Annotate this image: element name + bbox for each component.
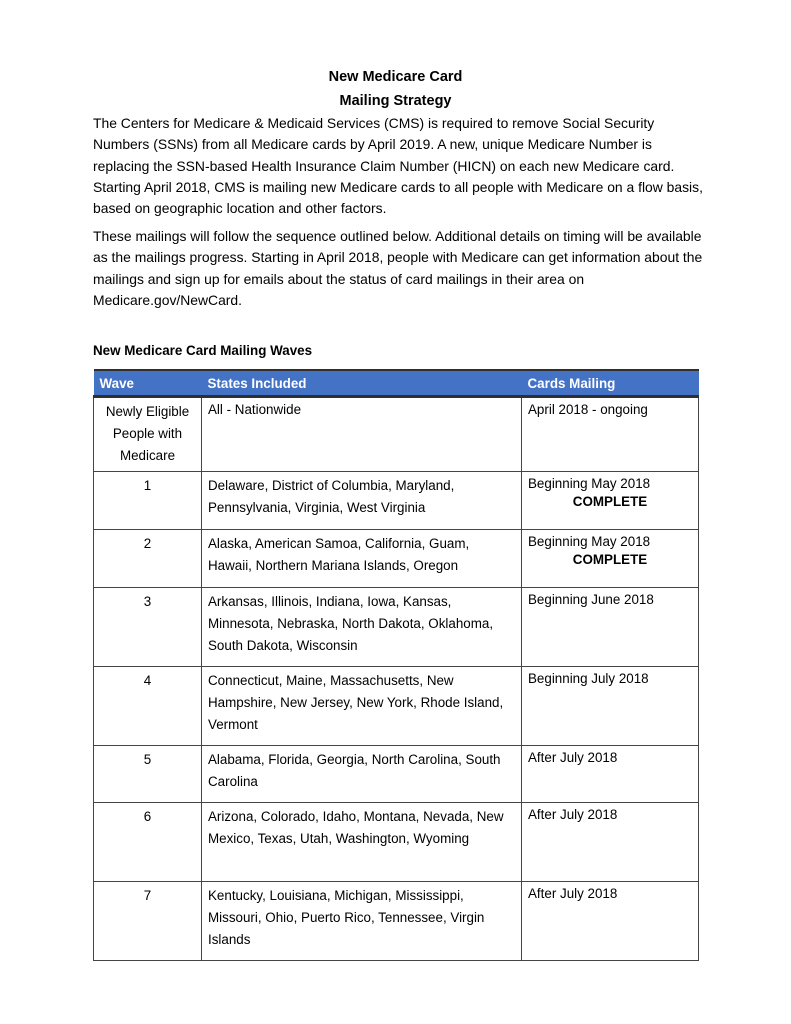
states-cell: Delaware, District of Columbia, Maryland, Pennsylvania, Virginia, West Virginia [202,472,522,530]
states-cell: Connecticut, Maine, Massachusetts, New Hampshire, New Jersey, New York, Rhode Island, Vermont [202,667,522,746]
table-header-row [94,370,699,397]
table-row [94,667,699,746]
states-cell: Arizona, Colorado, Idaho, Montana, Nevada, New Mexico, Texas, Utah, Washington, Wyoming [202,803,522,882]
table-row [94,882,699,961]
status-complete: COMPLETE [572,494,648,509]
cards-date: Beginning May 2018 [528,534,651,549]
header-cards: Cards Mailing [522,370,699,397]
cards-date: April 2018 - ongoing [528,402,648,417]
table-row [94,803,699,882]
states-cell: Alaska, American Samoa, California, Guam, Hawaii, Northern Mariana Islands, Oregon [202,530,522,588]
cards-date: Beginning May 2018 [528,476,651,491]
cards-date: Beginning June 2018 [528,592,654,607]
wave-cell: 3 [94,588,202,667]
cards-cell [522,397,699,472]
cards-cell [522,530,699,588]
states-cell: Alabama, Florida, Georgia, North Carolina, South Carolina [202,746,522,803]
header-states: States Included [202,370,522,397]
intro-paragraph: The Centers for Medicare & Medicaid Services (CMS) is required to remove Social Security Numbers (SSNs) from all Medicare cards by April 2019. A new, unique Medicare Number is replacing the SSN-based Health Insurance Claim Number (HICN) on each new Medicare card. Starting April 2018, CMS is mailing new Medicare cards to all people with Medicare on a flow basis, based on geographic location and other factors. [93,115,703,217]
wave-cell: 4 [94,667,202,746]
wave-cell: 7 [94,882,202,961]
wave-cell: 2 [94,530,202,588]
cards-date: After July 2018 [528,750,618,765]
document-title: New Medicare Card [328,69,463,85]
states-cell: All - Nationwide [202,397,522,472]
wave-cell: 5 [94,746,202,803]
cards-cell [522,667,699,746]
cards-cell [522,472,699,530]
header-wave: Wave [94,370,202,397]
table-row [94,746,699,803]
status-complete: COMPLETE [572,552,648,567]
wave-cell: 1 [94,472,202,530]
table-row [94,397,699,472]
document-subtitle: Mailing Strategy [339,93,452,109]
states-cell: Arkansas, Illinois, Indiana, Iowa, Kansas, Minnesota, Nebraska, North Dakota, Oklahoma, South Dakota, Wisconsin [202,588,522,667]
cards-cell [522,803,699,882]
cards-date: After July 2018 [528,807,618,822]
wave-cell: 6 [94,803,202,882]
wave-cell: Newly Eligible People with Medicare [94,397,202,472]
table-row [94,530,699,588]
table-row [94,472,699,530]
cards-cell [522,746,699,803]
cards-date: Beginning July 2018 [528,671,649,686]
cards-date: After July 2018 [528,886,618,901]
sequence-paragraph: These mailings will follow the sequence outlined below. Additional details on timing will be available as the mailings progress. Starting in April 2018, people with Medicare can get information about the mailings and sign up for emails about the status of card mailings in their area on Medicare.gov/NewCard. [93,228,703,308]
mailing-waves-table [93,369,699,961]
states-cell: Kentucky, Louisiana, Michigan, Mississippi, Missouri, Ohio, Puerto Rico, Tennessee, Virgin Islands [202,882,522,961]
table-row [94,588,699,667]
table-title: New Medicare Card Mailing Waves [93,343,313,358]
cards-cell [522,588,699,667]
cards-cell [522,882,699,961]
